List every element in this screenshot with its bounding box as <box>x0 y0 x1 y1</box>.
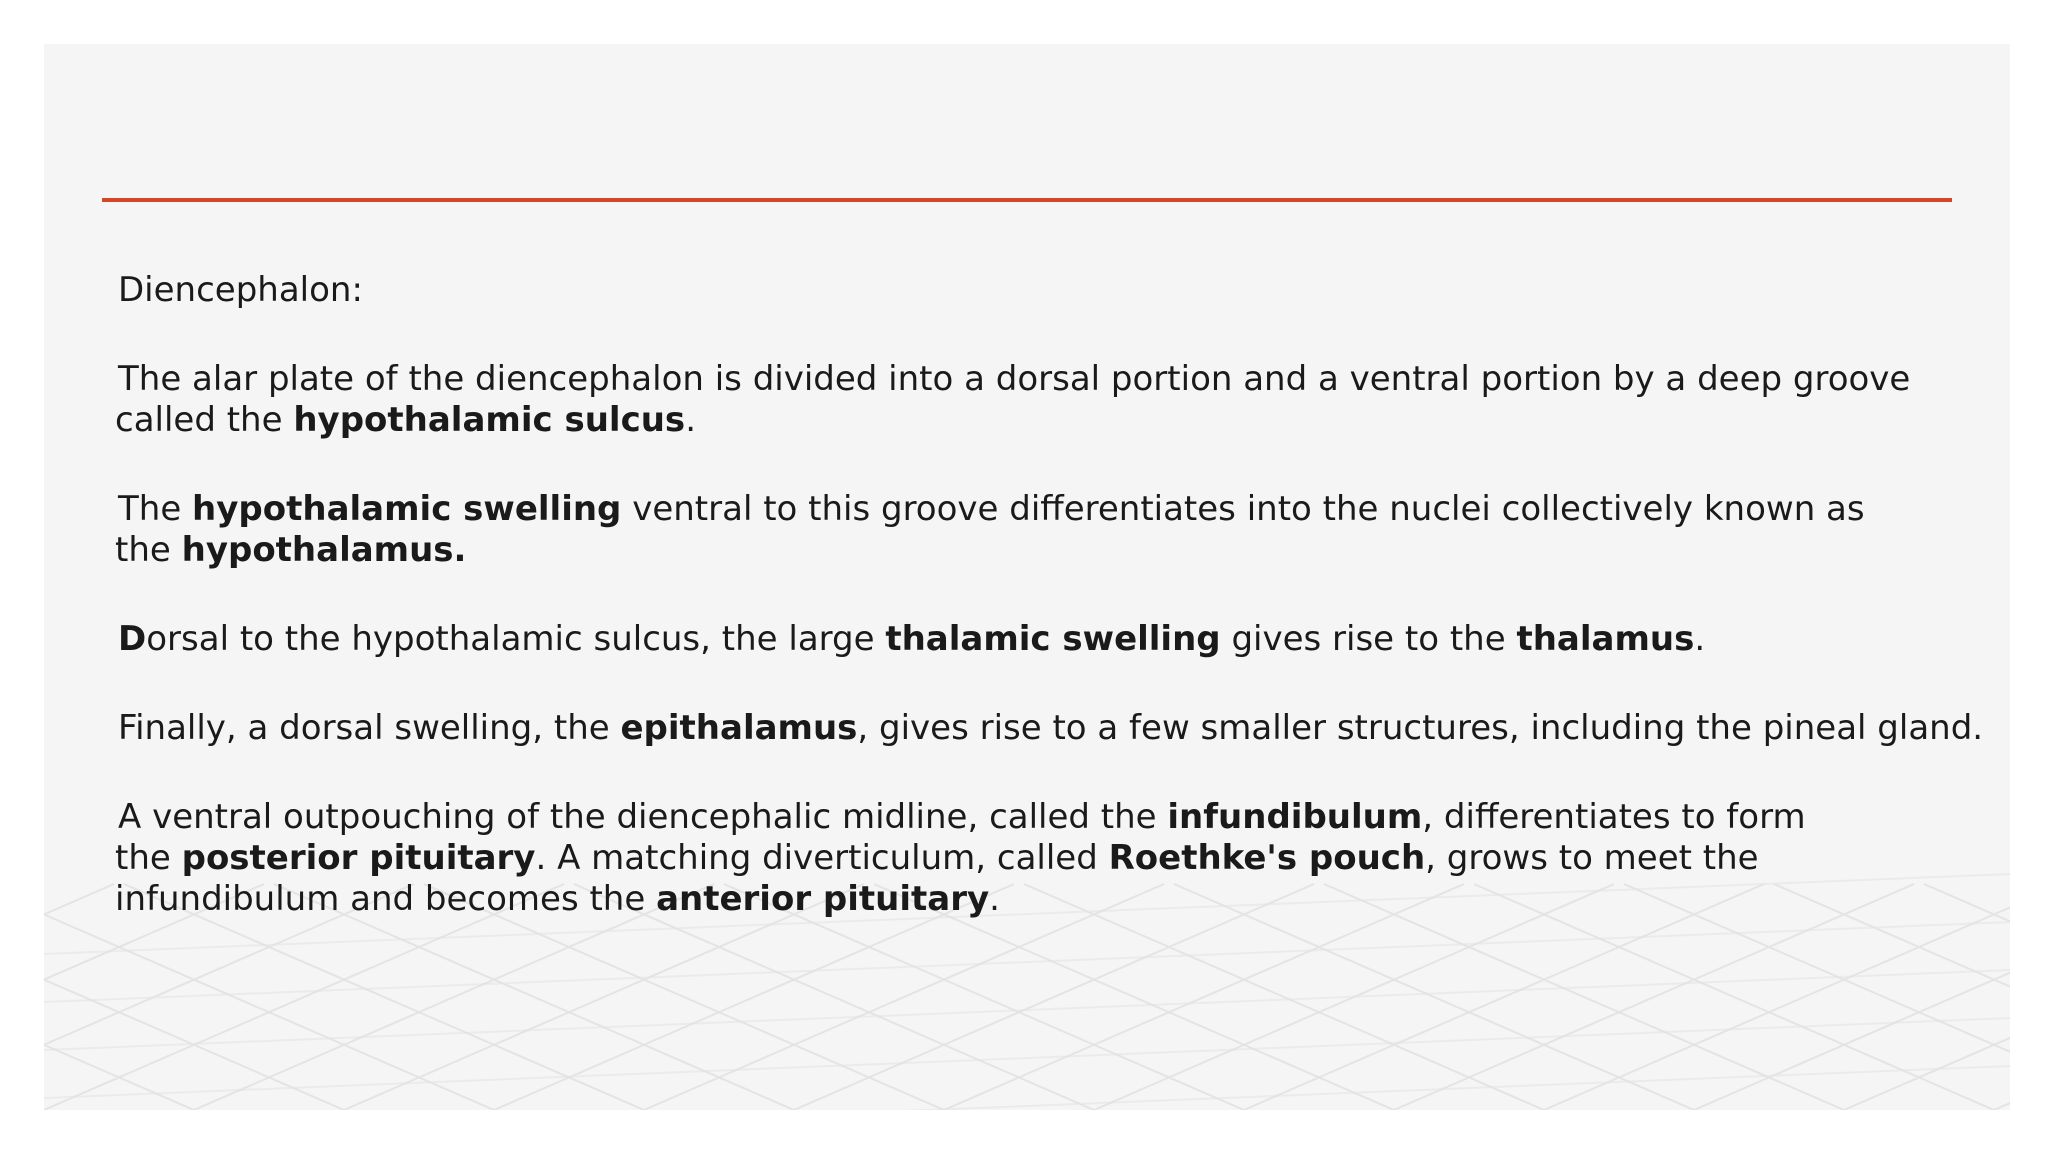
text-run: , differentiates to form <box>1422 797 1806 837</box>
grid-line <box>44 1066 2010 1110</box>
paragraph-alar-plate <box>115 359 1978 441</box>
slide-heading <box>118 270 1978 311</box>
bold-term: infundibulum <box>1167 797 1423 837</box>
paragraph-line <box>115 838 1978 879</box>
paragraph-line <box>118 359 1978 400</box>
text-run: called the <box>115 400 294 440</box>
text-run: . A matching diverticulum, called <box>535 838 1109 878</box>
text-run: infundibulum and becomes the <box>115 879 657 919</box>
text-run: gives rise to the <box>1220 619 1517 659</box>
text-run: , grows to meet the <box>1425 838 1759 878</box>
paragraph-epithalamus <box>118 708 1984 749</box>
text-run: The alar plate of the diencephalon is divided into a dorsal portion and a ventral portion by a deep groove <box>118 359 1911 399</box>
paragraph-hypothalamus <box>115 489 1978 571</box>
bold-term: D <box>118 619 147 659</box>
text-run: Finally, a dorsal swelling, the <box>118 708 621 748</box>
text-run: ventral to this groove differentiates into the nuclei collectively known as <box>621 489 1865 529</box>
bold-term: hypothalamic swelling <box>192 489 622 529</box>
paragraph-thalamus <box>118 619 1978 660</box>
text-run: . <box>1694 619 1706 659</box>
bold-term: thalamic swelling <box>885 619 1221 659</box>
paragraph-line <box>115 400 1978 441</box>
grid-line <box>44 1018 2010 1098</box>
bold-term: epithalamus <box>620 708 858 748</box>
text-run: . <box>685 400 696 440</box>
text-run: , gives rise to a few smaller structures, including the pineal gland. <box>857 708 1984 748</box>
text-run: . <box>989 879 1000 919</box>
title-divider-line <box>102 198 1952 202</box>
text-run: A ventral outpouching of the diencephalic midline, called the <box>118 797 1168 837</box>
paragraph-line <box>115 879 1978 920</box>
bold-term: hypothalamus. <box>181 530 467 570</box>
paragraph-line <box>118 619 1978 660</box>
paragraph-line <box>118 708 1984 749</box>
text-run: The <box>118 489 193 529</box>
bold-term: hypothalamic sulcus <box>293 400 686 440</box>
bold-term: thalamus <box>1516 619 1695 659</box>
heading-text: Diencephalon: <box>118 270 363 310</box>
paragraph-line <box>118 797 1978 838</box>
bold-term: posterior pituitary <box>181 838 536 878</box>
paragraph-line <box>118 489 1978 530</box>
slide-body <box>115 270 1984 968</box>
bold-term: anterior pituitary <box>656 879 990 919</box>
bold-term: Roethke's pouch <box>1108 838 1426 878</box>
text-run: the <box>115 838 182 878</box>
paragraph-pituitary <box>115 797 1978 920</box>
text-run: orsal to the hypothalamic sulcus, the large <box>146 619 886 659</box>
slide <box>44 44 2010 1110</box>
paragraph-line <box>115 530 1978 571</box>
text-run: the <box>115 530 182 570</box>
